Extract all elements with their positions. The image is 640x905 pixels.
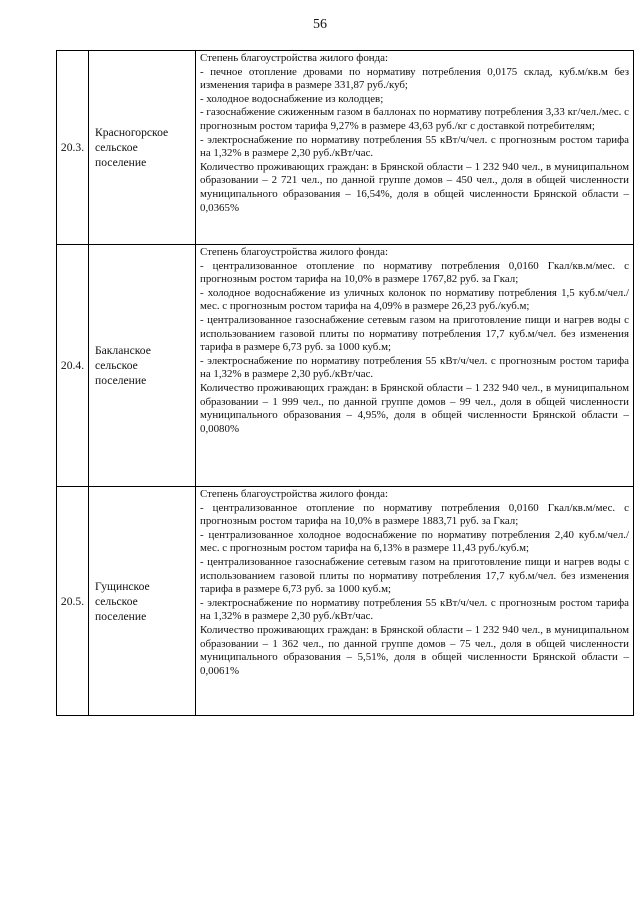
- settlement-name-line: Бакланское: [95, 344, 151, 357]
- description-line: Количество проживающих граждан: в Брянской области – 1 232 940 чел., в муниципальном образовании – 1 362 чел., по данной группе домов – 75 чел., доля в общей численности муниципального образования – 5,51%, доля в общей численности Брянской области – 0,0061%: [200, 623, 629, 677]
- housing-description: [196, 245, 634, 487]
- description-line: - электроснабжение по нормативу потребления 55 кВт/ч/чел. с прогнозным ростом тарифа на 1,32% в размере 2,30 руб./кВт/час.: [200, 354, 629, 381]
- row-number: 20.3.: [57, 51, 89, 245]
- settlement-name-line: сельское: [95, 359, 138, 372]
- page-number: 56: [313, 17, 327, 32]
- settlement-name-line: сельское: [95, 141, 138, 154]
- settlement-name-line: Красногорское: [95, 126, 169, 139]
- description-line: - печное отопление дровами по нормативу потребления 0,0175 склад, куб.м/кв.м без изменения тарифа в размере 331,87 руб./куб;: [200, 65, 629, 92]
- table-row: [57, 245, 634, 487]
- description-line: - газоснабжение сжиженным газом в баллонах по нормативу потребления 3,33 кг/чел./мес. с прогнозным ростом тарифа 9,27% в размере 43,63 руб./кг с доставкой потребителям;: [200, 106, 629, 132]
- settlement-name-line: сельское: [95, 594, 138, 608]
- settlement-name-line: поселение: [95, 609, 147, 623]
- description-line: - централизованное отопление по нормативу потребления 0,0160 Гкал/кв.м/мес. с прогнозным ростом тарифа на 10,0% в размере 1883,71 руб. за Гкал;: [200, 501, 629, 528]
- settlement-name-line: Гущинское: [95, 579, 150, 593]
- table-row: [57, 487, 634, 716]
- table-row: [57, 51, 634, 245]
- description-line: - холодное водоснабжение из колодцев;: [200, 92, 384, 105]
- description-line: Степень благоустройства жилого фонда:: [200, 246, 389, 258]
- description-line: - централизованное газоснабжение сетевым газом на приготовление пищи и нагрев воды с использованием газовой плиты по нормативу потребления 17,7 куб.м/чел. без изменения тарифа в размере 6,73 руб. за 1000 куб.м;: [200, 313, 629, 354]
- row-number: 20.5.: [57, 487, 89, 716]
- housing-description: [196, 51, 634, 245]
- settlement-name-line: поселение: [95, 156, 147, 169]
- description-line: - электроснабжение по нормативу потребления 55 кВт/ч/чел. с прогнозным ростом тарифа на 1,32% в размере 2,30 руб./кВт/час.: [200, 133, 629, 160]
- description-line: Степень благоустройства жилого фонда:: [200, 488, 389, 500]
- settlement-name: [89, 51, 196, 245]
- description-line: Степень благоустройства жилого фонда:: [200, 52, 389, 64]
- description-line: - централизованное отопление по нормативу потребления 0,0160 Гкал/кв.м/мес. с прогнозным ростом тарифа на 10,0% в размере 1767,82 руб. за Гкал;: [200, 259, 629, 286]
- housing-description: [196, 487, 634, 716]
- description-line: - централизованное холодное водоснабжение по нормативу потребления 2,40 куб.м/чел./мес. с прогнозным ростом тарифа на 6,13% в размере 11,43 руб./куб.м;: [200, 528, 629, 555]
- settlement-name: [89, 487, 196, 716]
- description-line: - холодное водоснабжение из уличных колонок по нормативу потребления 1,5 куб.м/чел./мес. с прогнозным ростом тарифа на 4,09% в размере 26,23 руб./куб.м;: [200, 286, 629, 313]
- description-line: - централизованное газоснабжение сетевым газом на приготовление пищи и нагрев воды с использованием газовой плиты по нормативу потребления 17,7 куб.м/чел. без изменения тарифа в размере 6,73 руб. за 1000 куб.м;: [200, 555, 629, 596]
- settlement-name: [89, 245, 196, 487]
- description-line: - электроснабжение по нормативу потребления 55 кВт/ч/чел. с прогнозным ростом тарифа на 1,32% в размере 2,30 руб./кВт/час.: [200, 596, 629, 623]
- description-line: Количество проживающих граждан: в Брянской области – 1 232 940 чел., в муниципальном образовании – 2 721 чел., по данной группе домов – 450 чел., доля в общей численности муниципального образования – 16,54%, доля в общей численности Брянской области – 0,0365%: [200, 160, 629, 214]
- row-number: 20.4.: [57, 245, 89, 487]
- description-line: Количество проживающих граждан: в Брянской области – 1 232 940 чел., в муниципальном образовании – 1 999 чел., по данной группе домов – 99 чел., доля в общей численности муниципального образования – 4,95%, доля в общей численности Брянской области – 0,0080%: [200, 381, 629, 435]
- settlement-name-line: поселение: [95, 374, 147, 387]
- settlements-table: [56, 50, 634, 716]
